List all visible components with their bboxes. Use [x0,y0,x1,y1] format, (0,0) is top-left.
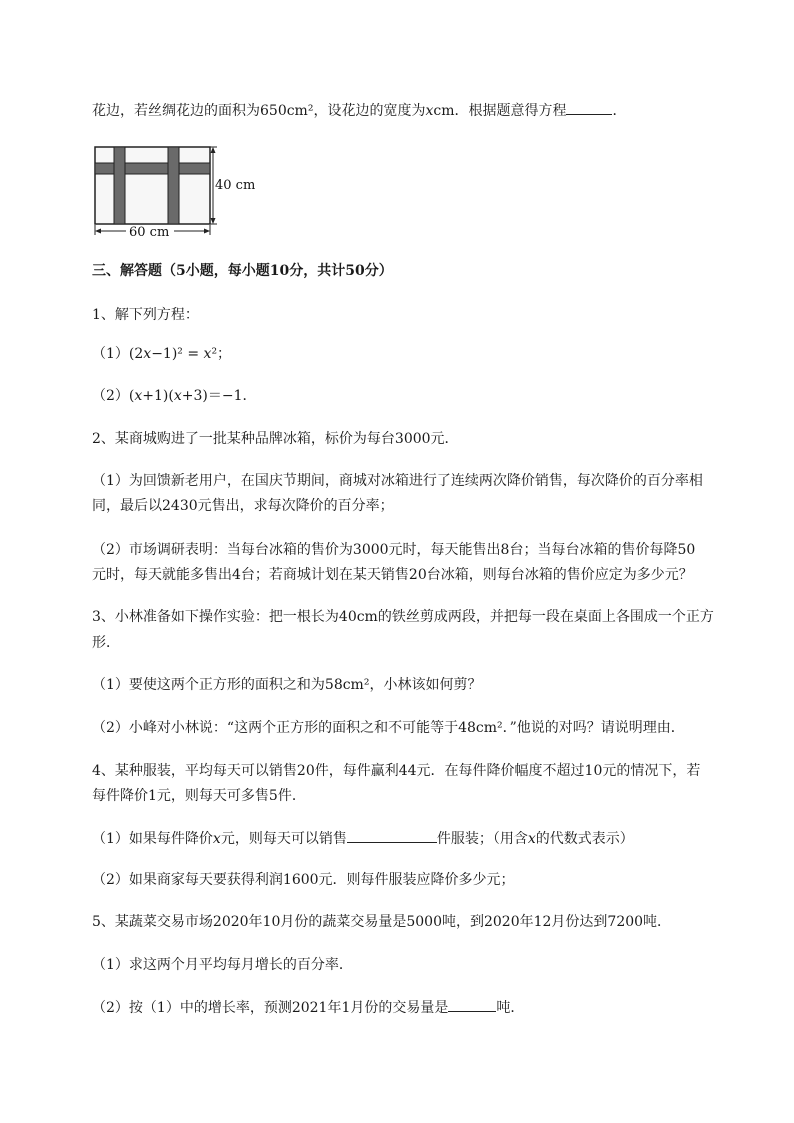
q5-stem: 5、某蔬菜交易市场2020年10月份的蔬菜交易量是5000吨，到2020年12月份达到7200吨． [92,914,672,930]
q3-part1: （1）要使这两个正方形的面积之和为58cm²，小林该如何剪？ [92,677,482,693]
answer-blank[interactable] [566,101,612,115]
variable-x: x [134,388,143,404]
variable-x: x [425,103,434,119]
answer-blank[interactable] [347,829,437,843]
q3-stem-line2: 形． [92,635,120,651]
q1-part2: （2）(x+1)(x+3)＝−1． [92,388,257,404]
intro-line [92,101,754,120]
variable-x: x [527,831,536,847]
figure-vertical-band [168,147,179,224]
q5-part2: （2）按（1）中的增长率，预测2021年1月份的交易量是 吨． [92,1000,525,1016]
variable-x: x [173,388,182,404]
q2-part1-line1: （1）为回馈新老用户，在国庆节期间，商城对冰箱进行了连续两次降价销售，每次降价的百分率相 [92,473,703,489]
q1-part1: （1）(2x−1)² = x²； [92,346,232,362]
q4-stem-line2: 每件降价1元，则每天可多售5件． [92,788,306,804]
height-label: 40 cm [215,178,256,193]
q5-part1: （1）求这两个月平均每月增长的百分率． [92,957,353,973]
variable-x: x [203,346,212,362]
q2-part2-line1: （2）市场调研表明：当每台冰箱的售价为3000元时，每天能售出8台；当每台冰箱的售价每降50 [92,542,696,558]
q3-part2: （2）小峰对小林说：“这两个正方形的面积之和不可能等于48cm²．”他说的对吗？请说明理由． [92,720,685,736]
figure-horizontal-band [95,163,210,174]
variable-x: x [212,831,221,847]
intro-text: 花边，若丝绸花边的面积为650cm²，设花边的宽度为 [92,103,426,119]
section-heading: 三、解答题（5小题，每小题10分，共计50分） [92,263,393,279]
q2-part1-line2: 同，最后以2430元售出，求每次降价的百分率； [92,498,394,514]
answer-blank[interactable] [448,998,496,1012]
q1-stem: 1、解下列方程： [92,307,199,323]
q4-part2: （2）如果商家每天要获得利润1600元．则每件服装应降价多少元； [92,872,515,888]
q4-stem-line1: 4、某种服装，平均每天可以销售20件，每件赢利44元．在每件降价幅度不超过10元的情况下，若 [92,763,701,779]
intro-text: ． [612,103,627,119]
width-label: 60 cm [129,225,170,240]
figure-outer-rect [95,147,210,224]
figure-vertical-band [114,147,125,224]
q3-stem-line1: 3、小林准备如下操作实验：把一根长为40cm的铁丝剪成两段，并把每一段在桌面上各围成一个正方 [92,609,714,625]
q2-stem: 2、某商城购进了一批某种品牌冰箱，标价为每台3000元． [92,431,459,447]
q2-part2-line2: 元时，每天就能多售出4台；若商城计划在某天销售20台冰箱，则每台冰箱的售价应定为多少元？ [92,567,693,583]
q4-part1: （1）如果每件降价x元，则每天可以销售 件服装；（用含x的代数式表示） [92,831,634,847]
variable-x: x [143,346,152,362]
intro-text: cm．根据题意得方程 [433,103,567,119]
rectangle-figure [92,143,262,243]
